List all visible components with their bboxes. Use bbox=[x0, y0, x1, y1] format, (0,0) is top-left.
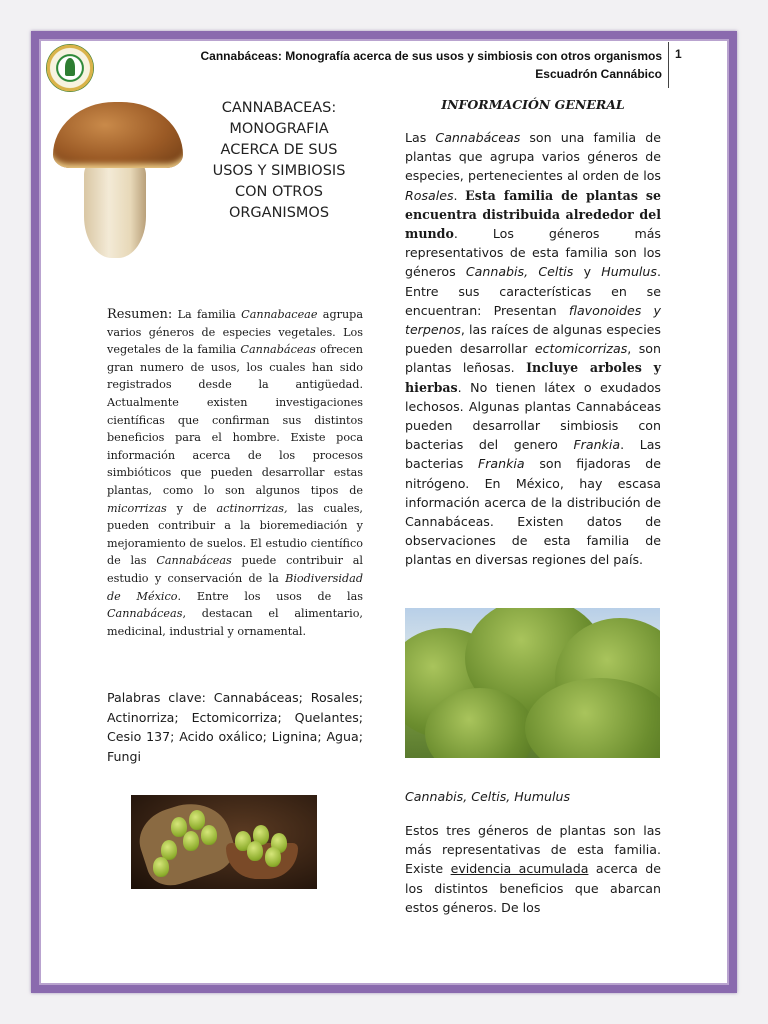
mushroom-cap bbox=[53, 102, 183, 168]
section-title: INFORMACIÓN GENERAL bbox=[441, 97, 625, 112]
header-divider bbox=[668, 42, 669, 88]
genera-text: Estos tres géneros de plantas son las más representativas de esta familia. Existe evidencia acumulada acerca de los distintos beneficios que abarcan estos géneros. De los bbox=[405, 823, 661, 915]
institution-logo bbox=[46, 44, 94, 92]
general-info-text: Las Cannabáceas son una familia de plantas que agrupa varios géneros de especies, pertenecientes al orden de los Rosales. Esta familia de plantas se encuentra distribuida alrededor del mundo. Los géneros más representativos de esta familia son los géneros Cannabis, Celtis y Humulus. Entre sus características en se encuentran: Presentan flavonoides y terpenos, las raíces de algunas especies pueden desarrollar ectomicorrizas, son plantas leñosas. Incluye arboles y hierbas. No tienen látex o exudados lechosos. Algunas plantas Cannabáceas pueden desarrollar simbiosis con bacterias del genero Frankia. Las bacterias Frankia son fijadoras de nitrógeno. En México, hay escasa información acerca de la distribución de Cannabáceas. Existen datos de observaciones de esta familia de plantas en diversas regiones del país. bbox=[405, 130, 662, 568]
header-subtitle: Escuadrón Cannábico bbox=[535, 67, 662, 81]
mushroom-illustration bbox=[50, 98, 190, 263]
tree-photo bbox=[405, 608, 660, 758]
running-header bbox=[201, 47, 662, 83]
article-title: CANNABACEAS: MONOGRAFIA ACERCA DE SUS USOS Y SIMBIOSIS CON OTROS ORGANISMOS bbox=[212, 100, 346, 221]
keywords: Palabras clave: Cannabáceas; Rosales; Actinorriza; Ectomicorriza; Quelantes; Cesio 137; Acido oxálico; Lignina; Agua; Fungi bbox=[107, 690, 363, 764]
abstract: Resumen: La familia Cannabaceae agrupa varios géneros de especies vegetales. Los vegetales de la familia Cannabáceas ofrecen gran numero de usos, los cuales han sido registrados desde la antigüedad. Actualmente existen investigaciones científicas que confirman sus distintos beneficios para el hombre. Existe poca información acerca de los procesos simbióticos que pueden desarrollar estas plantas, como lo son algunos tipos de micorrizas y de actinorrizas, las cuales, pueden contribuir a la bioremediación y mejoramiento de suelos. El estudio científico de las Cannabáceas puede contribuir al estudio y conservación de la Biodiversidad de México. Entre los usos de las Cannabáceas, destacan el alimentario, medicinal, industrial y ornamental. bbox=[107, 307, 364, 638]
mushroom-stem bbox=[84, 154, 146, 258]
photo-caption: Cannabis, Celtis, Humulus bbox=[405, 789, 571, 804]
leaf-icon bbox=[65, 58, 75, 76]
hops-photo bbox=[131, 795, 317, 889]
header-title: Cannabáceas: Monografía acerca de sus usos y simbiosis con otros organismos bbox=[200, 49, 662, 63]
page-number: 1 bbox=[675, 47, 682, 61]
